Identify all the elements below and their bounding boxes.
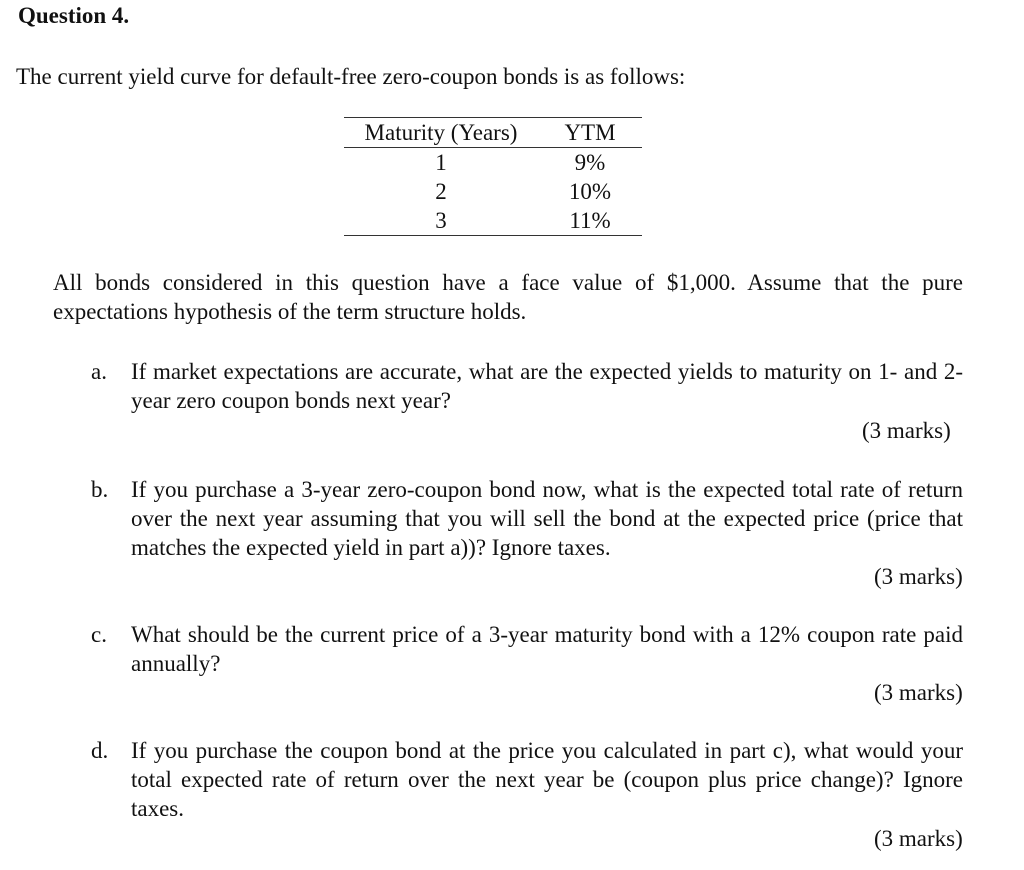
part-c-text: What should be the current price of a 3-year maturity bond with a 12% coupon rate paid annually? [131, 622, 963, 676]
part-d-text: If you purchase the coupon bond at the price you calculated in part c), what would your total expected rate of return over the next year be (coupon plus price change)? Ignore taxes. [131, 738, 963, 821]
part-a-text: If market expectations are accurate, what are the expected yields to maturity on 1- and 2-year zero coupon bonds next year? [131, 359, 963, 413]
cell-ytm: 9% [574, 150, 606, 175]
question-title: Question 4. [18, 3, 130, 28]
header-maturity: Maturity (Years) [344, 118, 538, 148]
part-d-marks: (3 marks) [874, 826, 963, 851]
assumption-paragraph: All bonds considered in this question have a face value of $1,000. Assume that the pure expectations hypothesis of the term structure holds. [53, 270, 963, 324]
part-b-label: b. [91, 477, 109, 502]
part-b-text: If you purchase a 3-year zero-coupon bond now, what is the expected total rate of return over the next year assuming that you will sell the bond at the expected price (price that matches the expected yield in part a))? Ignore taxes. [131, 477, 963, 560]
cell-maturity: 3 [435, 208, 447, 233]
table-row [344, 148, 642, 178]
yield-curve-table [344, 117, 642, 236]
table-header-row [344, 118, 642, 148]
cell-ytm: 11% [569, 208, 611, 233]
table-row [344, 206, 642, 236]
cell-maturity: 2 [435, 179, 447, 204]
part-c-label: c. [91, 622, 107, 647]
part-a-label: a. [91, 359, 107, 384]
part-d-label: d. [91, 738, 109, 763]
part-a-marks: (3 marks) [862, 418, 951, 443]
part-b-marks: (3 marks) [874, 564, 963, 589]
table-row [344, 177, 642, 206]
part-c-marks: (3 marks) [874, 680, 963, 705]
header-ytm: YTM [538, 118, 642, 148]
cell-ytm: 10% [568, 179, 612, 204]
cell-maturity: 1 [435, 150, 447, 175]
intro-text: The current yield curve for default-free zero-coupon bonds is as follows: [16, 64, 686, 89]
